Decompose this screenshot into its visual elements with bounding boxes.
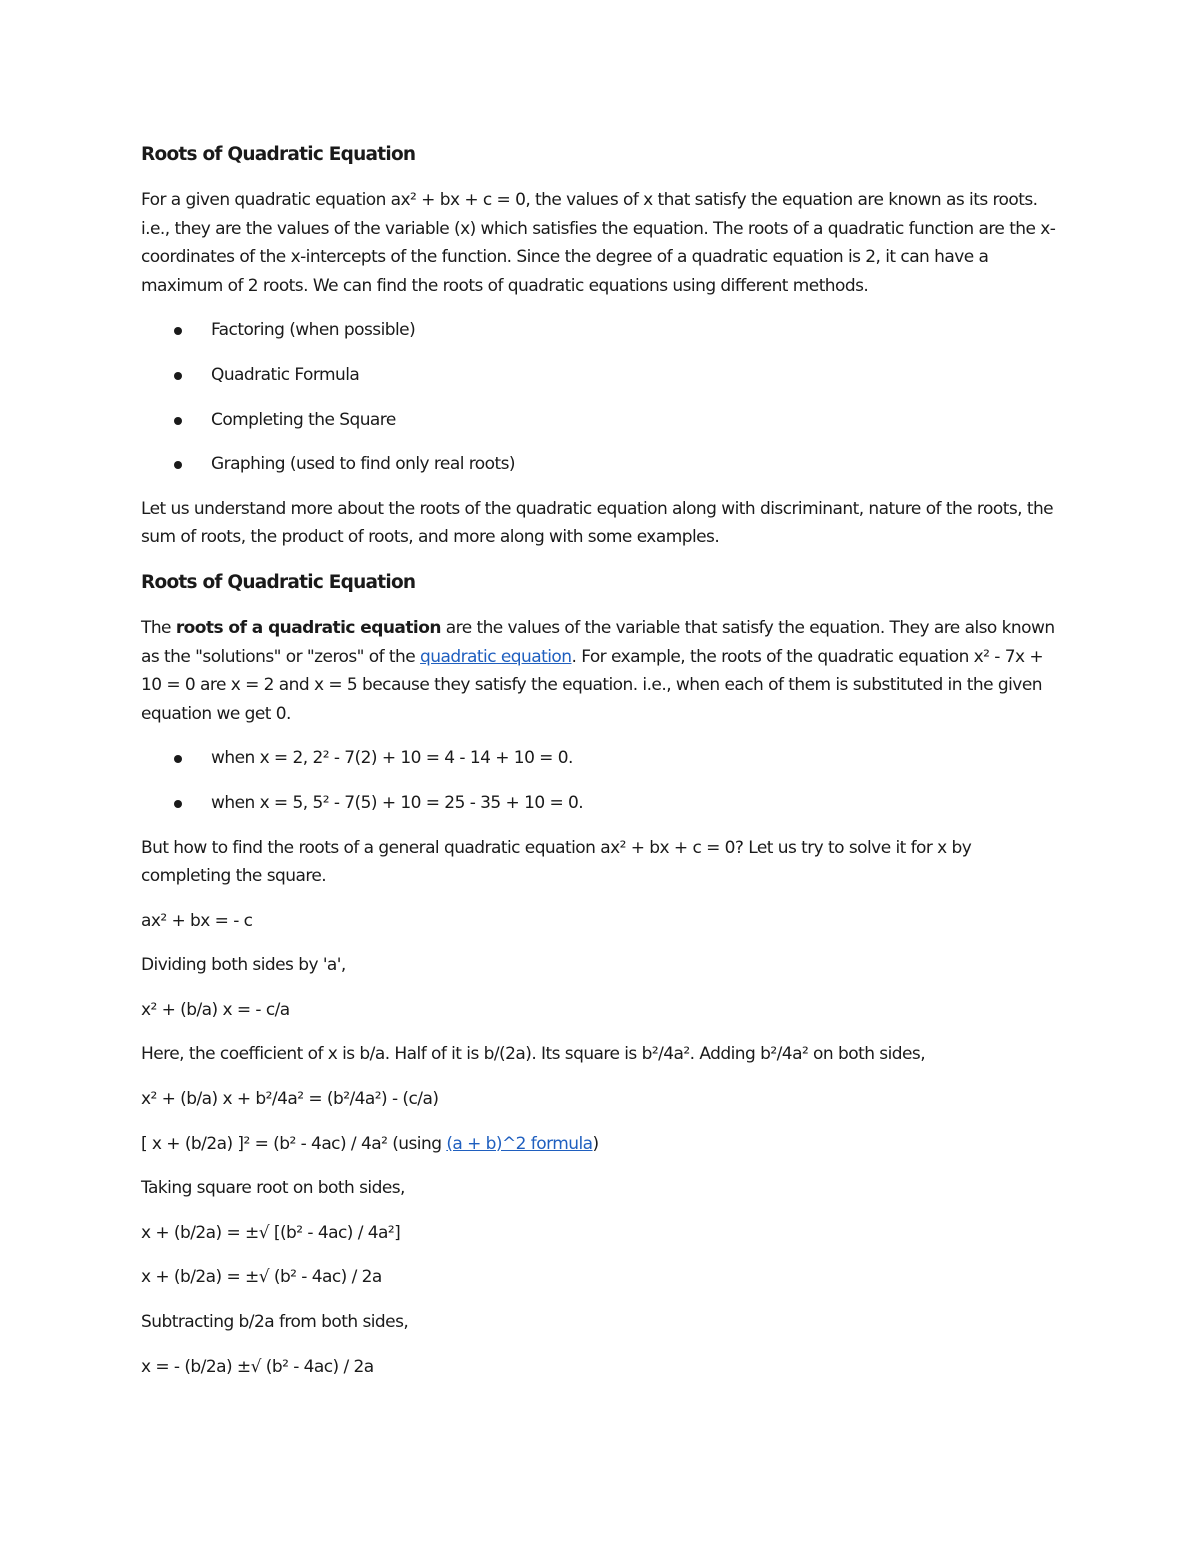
outro-paragraph: Let us understand more about the roots of the quadratic equation along with discriminant, nature of the roots, the sum of roots, the product of roots, and more along with some examples. xyxy=(141,498,1054,548)
list-item: Quadratic Formula xyxy=(141,361,1061,390)
derivation-step: Subtracting b/2a from both sides, xyxy=(141,1312,409,1333)
bullet-icon xyxy=(174,755,182,763)
a-plus-b-squared-formula-link[interactable]: (a + b)^2 formula xyxy=(446,1133,593,1154)
derivation-step: Dividing both sides by 'a', xyxy=(141,955,346,976)
quadratic-equation-link[interactable]: quadratic equation xyxy=(420,646,572,667)
roots-definition-paragraph: The roots of a quadratic equation are the values of the variable that satisfy the equation. They are also known as the "solutions" or "zeros" of the quadratic equation. For example, the roots of the quadratic equation x² - 7x + 10 = 0 are x = 2 and x = 5 because they satisfy the equation. i.e., when each of them is substituted in the given equation we get 0. xyxy=(141,617,1055,724)
list-item: Graphing (used to find only real roots) xyxy=(141,450,1061,479)
list-item: when x = 2, 2² - 7(2) + 10 = 4 - 14 + 10 = 0. xyxy=(141,744,1061,773)
section-heading: Roots of Quadratic Equation xyxy=(141,144,416,165)
verification-list xyxy=(141,744,1061,817)
methods-list xyxy=(141,316,1061,478)
derivation-step: x² + (b/a) x + b²/4a² = (b²/4a²) - (c/a) xyxy=(141,1089,439,1110)
derivation-step: x + (b/2a) = ±√ [(b² - 4ac) / 4a²] xyxy=(141,1222,401,1243)
list-item: Completing the Square xyxy=(141,406,1061,435)
document-page xyxy=(141,140,1061,1397)
derivation-step: Taking square root on both sides, xyxy=(141,1178,405,1199)
bullet-icon xyxy=(174,417,182,425)
list-item: when x = 5, 5² - 7(5) + 10 = 25 - 35 + 10 = 0. xyxy=(141,789,1061,818)
question-paragraph: But how to find the roots of a general quadratic equation ax² + bx + c = 0? Let us try to solve it for x by completing the square. xyxy=(141,837,972,887)
bullet-icon xyxy=(174,327,182,335)
derivation-step: Here, the coefficient of x is b/a. Half of it is b/(2a). Its square is b²/4a². Adding b²/4a² on both sides, xyxy=(141,1044,926,1065)
derivation-step: [ x + (b/2a) ]² = (b² - 4ac) / 4a² (using (a + b)^2 formula) xyxy=(141,1133,599,1154)
derivation-step: ax² + bx = - c xyxy=(141,910,253,931)
list-item: Factoring (when possible) xyxy=(141,316,1061,345)
section-heading-2: Roots of Quadratic Equation xyxy=(141,571,416,593)
intro-paragraph: For a given quadratic equation ax² + bx + c = 0, the values of x that satisfy the equation are known as its roots. i.e., they are the values of the variable (x) which satisfies the equation. The roots of a quadratic function are the x-coordinates of the x-intercepts of the function. Since the degree of a quadratic equation is 2, it can have a maximum of 2 roots. We can find the roots of quadratic equations using different methods. xyxy=(141,190,1056,296)
derivation-step: x = - (b/2a) ±√ (b² - 4ac) / 2a xyxy=(141,1356,374,1377)
derivation-step: x + (b/2a) = ±√ (b² - 4ac) / 2a xyxy=(141,1267,382,1288)
bullet-icon xyxy=(174,372,182,380)
derivation-step: x² + (b/a) x = - c/a xyxy=(141,999,290,1020)
bullet-icon xyxy=(174,800,182,808)
bullet-icon xyxy=(174,461,182,469)
bold-term: roots of a quadratic equation xyxy=(175,617,441,638)
